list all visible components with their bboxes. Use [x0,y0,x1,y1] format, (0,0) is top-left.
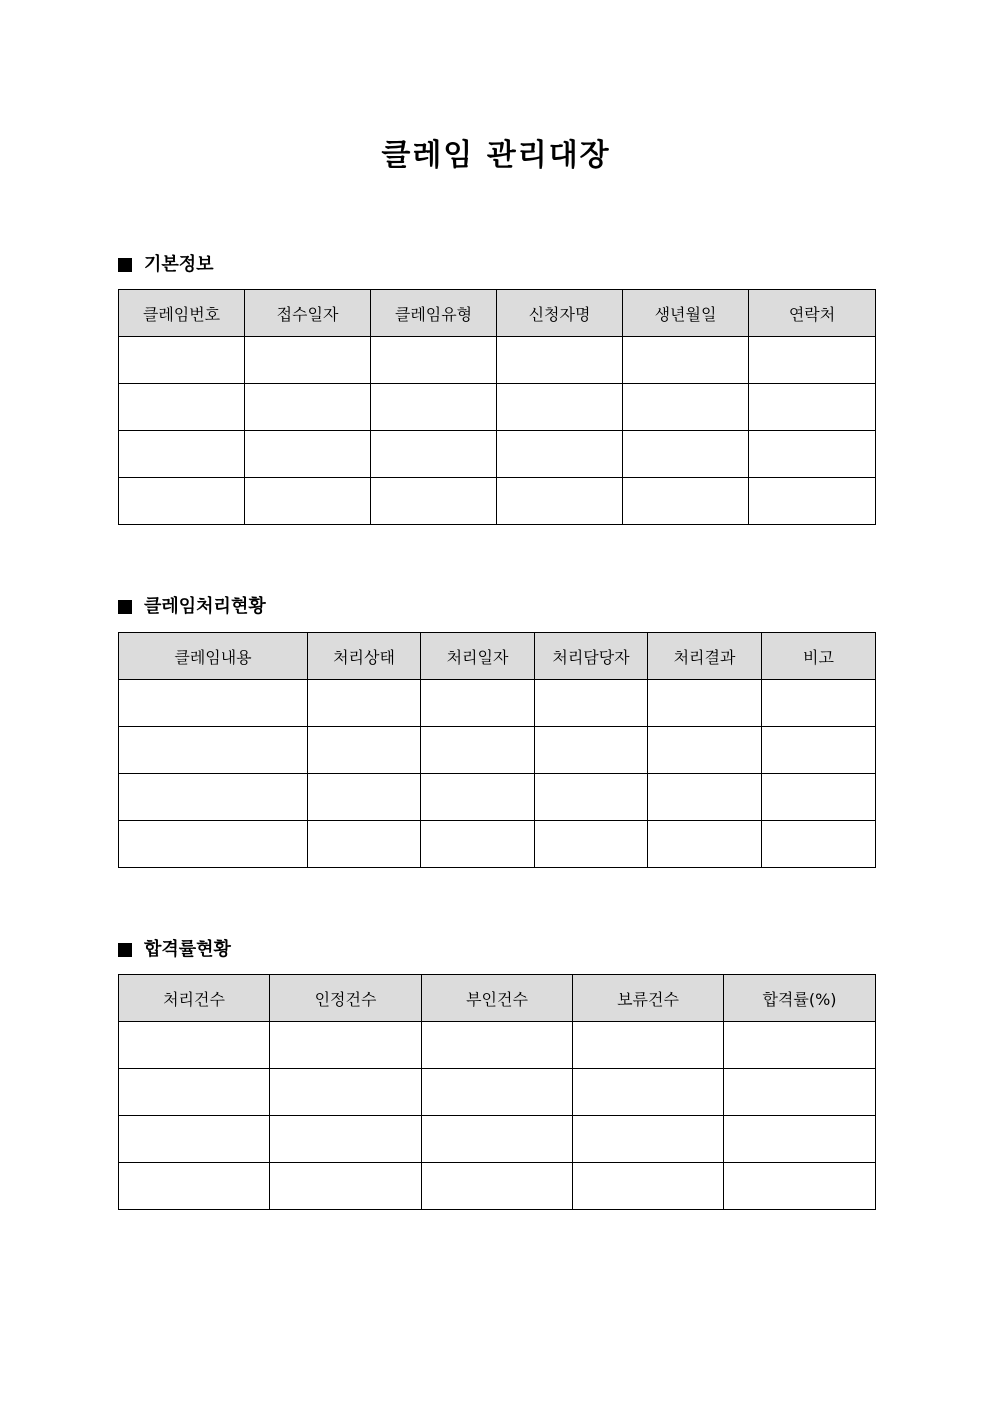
column-header: 클레임번호 [119,290,245,337]
table-cell[interactable] [648,774,762,821]
section-heading-label: 합격률현황 [144,939,231,960]
column-header: 처리결과 [648,633,762,680]
table-cell[interactable] [573,1022,724,1069]
table-row [119,821,876,868]
column-header: 클레임내용 [119,633,308,680]
table-cell[interactable] [119,727,308,774]
table-cell[interactable] [762,774,876,821]
table-row [119,1022,876,1069]
table-cell[interactable] [308,680,421,727]
table-row [119,727,876,774]
column-header: 생년월일 [623,290,749,337]
table-cell[interactable] [762,727,876,774]
table-cell[interactable] [749,337,876,384]
table-cell[interactable] [648,727,762,774]
table-row [119,337,876,384]
table-cell[interactable] [648,680,762,727]
section-heading-basic-info [118,253,214,277]
table-cell[interactable] [371,337,497,384]
table-cell[interactable] [623,337,749,384]
table-cell[interactable] [119,384,245,431]
table-cell[interactable] [749,431,876,478]
table-header-row [119,633,876,680]
table-cell[interactable] [535,727,648,774]
table-cell[interactable] [119,431,245,478]
table-cell[interactable] [270,1069,422,1116]
table-row [119,478,876,525]
table-cell[interactable] [535,774,648,821]
table-cell[interactable] [245,337,371,384]
section-heading-label: 기본정보 [144,254,214,275]
table-cell[interactable] [762,680,876,727]
table-row [119,384,876,431]
table-cell[interactable] [724,1022,876,1069]
column-header: 신청자명 [497,290,623,337]
table-cell[interactable] [119,1069,270,1116]
table-cell[interactable] [270,1116,422,1163]
table-cell[interactable] [724,1163,876,1210]
table-cell[interactable] [270,1163,422,1210]
table-cell[interactable] [749,384,876,431]
table-cell[interactable] [535,680,648,727]
table-row [119,431,876,478]
square-bullet-icon [118,258,132,272]
column-header: 접수일자 [245,290,371,337]
pass-rate-table [118,974,876,1210]
page-title: 클레임 관리대장 [381,138,611,173]
table-cell[interactable] [308,821,421,868]
table-cell[interactable] [497,384,623,431]
column-header: 처리상태 [308,633,421,680]
square-bullet-icon [118,600,132,614]
table-row [119,1069,876,1116]
table-cell[interactable] [749,478,876,525]
table-cell[interactable] [270,1022,422,1069]
table-cell[interactable] [119,774,308,821]
table-cell[interactable] [119,478,245,525]
table-cell[interactable] [724,1069,876,1116]
column-header: 연락처 [749,290,876,337]
table-cell[interactable] [245,478,371,525]
table-row [119,1116,876,1163]
square-bullet-icon [118,943,132,957]
section-heading-pass-rate [118,938,231,962]
table-cell[interactable] [724,1116,876,1163]
table-cell[interactable] [573,1116,724,1163]
table-cell[interactable] [497,337,623,384]
table-cell[interactable] [422,1116,573,1163]
table-cell[interactable] [648,821,762,868]
table-cell[interactable] [119,337,245,384]
column-header: 합격률(%) [724,975,876,1022]
table-cell[interactable] [421,821,535,868]
column-header: 처리일자 [421,633,535,680]
table-cell[interactable] [422,1163,573,1210]
table-cell[interactable] [308,727,421,774]
section-heading-claim-processing [118,595,266,619]
column-header: 부인건수 [422,975,573,1022]
table-cell[interactable] [623,384,749,431]
table-cell[interactable] [421,680,535,727]
table-cell[interactable] [623,478,749,525]
table-header-row [119,290,876,337]
table-cell[interactable] [119,1116,270,1163]
table-cell[interactable] [421,774,535,821]
section-heading-label: 클레임처리현황 [144,596,266,617]
table-row [119,680,876,727]
table-row [119,1163,876,1210]
column-header: 비고 [762,633,876,680]
table-cell[interactable] [245,431,371,478]
table-cell[interactable] [371,431,497,478]
table-cell[interactable] [497,431,623,478]
table-cell[interactable] [119,680,308,727]
table-cell[interactable] [623,431,749,478]
table-cell[interactable] [371,384,497,431]
column-header: 인정건수 [270,975,422,1022]
table-cell[interactable] [497,478,623,525]
table-cell[interactable] [119,1163,270,1210]
column-header: 보류건수 [573,975,724,1022]
table-cell[interactable] [573,1163,724,1210]
table-cell[interactable] [422,1022,573,1069]
table-cell[interactable] [308,774,421,821]
table-cell[interactable] [573,1069,724,1116]
table-header-row [119,975,876,1022]
table-cell[interactable] [245,384,371,431]
column-header: 처리담당자 [535,633,648,680]
column-header: 처리건수 [119,975,270,1022]
table-cell[interactable] [421,727,535,774]
claim-processing-table [118,632,876,868]
column-header: 클레임유형 [371,290,497,337]
basic-info-table [118,289,876,525]
table-cell[interactable] [119,1022,270,1069]
table-row [119,774,876,821]
table-cell[interactable] [422,1069,573,1116]
table-cell[interactable] [535,821,648,868]
table-cell[interactable] [119,821,308,868]
table-cell[interactable] [371,478,497,525]
table-cell[interactable] [762,821,876,868]
